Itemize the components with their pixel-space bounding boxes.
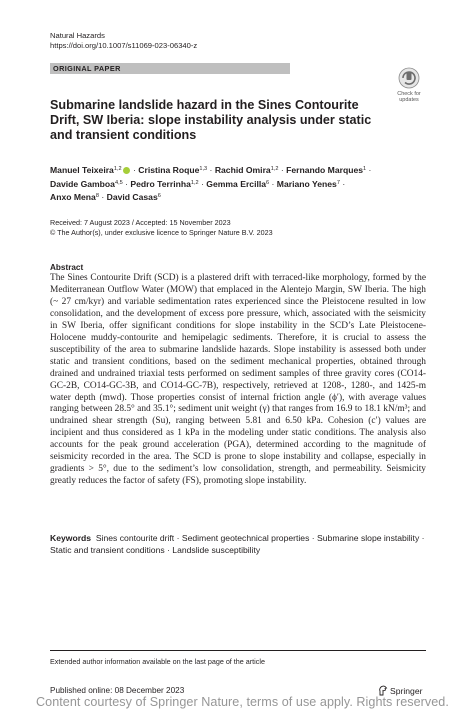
author-7[interactable]: Gemma Ercilla$^6$ (206, 178, 270, 189)
article-type-label: ORIGINAL PAPER (53, 64, 121, 73)
publisher-name: Springer (390, 686, 423, 696)
author-5[interactable]: Davide Gamboa$^{4,5}$ (50, 178, 123, 189)
copyright-notice: © The Author(s), under exclusive licence to Springer Nature B.V. 2023 (50, 228, 273, 237)
author-3[interactable]: Rachid Omira$^{1,2}$ (214, 165, 279, 175)
doi-link[interactable]: https://doi.org/10.1007/s11069-023-06340-z (50, 41, 198, 50)
orcid-icon[interactable] (123, 167, 130, 174)
footnote-divider (50, 650, 426, 651)
author-9[interactable]: Anxo Mena$^8$ (50, 192, 99, 202)
article-dates (50, 218, 430, 238)
keywords-text: Sines contourite drift · Sediment geotechnical properties · Submarine slope instability · Static and transient conditions · Landslide susceptibility (50, 533, 425, 555)
author-list: Manuel Teixeira$^{1,2}$ · Cristina Roque$^{1,3}$ · Rachid Omira$^{1,2}$ · Fernando Marques$^1$ · Davide Gamboa$^{4,5}$ · Pedro Terrinha$^{1,2}$ · Gemma Ercilla$^6$ · Mariano Yenes$^7$ · Anxo Mena$^8$ · David Casas$^6$ (50, 165, 372, 202)
keywords-label: Keywords (50, 533, 92, 543)
check-updates-line-1: Check for (397, 91, 421, 97)
journal-name: Natural Hazards (50, 31, 105, 40)
abstract-heading: Abstract (50, 263, 84, 272)
author-4[interactable]: Fernando Marques$^1$ (286, 165, 367, 175)
author-6[interactable]: Pedro Terrinha$^{1,2}$ (130, 178, 199, 189)
published-date: Published online: 08 December 2023 (50, 686, 185, 695)
check-updates-badge[interactable] (392, 67, 426, 103)
received-accepted: Received: 7 August 2023 / Accepted: 15 November 2023 (50, 218, 231, 227)
journal-header (50, 31, 197, 51)
extended-author-info: Extended author information available on the last page of the article (50, 657, 265, 666)
check-updates-line-2: updates (399, 97, 419, 103)
courtesy-watermark: Content courtesy of Springer Nature, terms of use apply. Rights reserved. (36, 695, 449, 709)
author-10[interactable]: David Casas$^6$ (106, 192, 161, 202)
author-8[interactable]: Mariano Yenes$^7$ (276, 178, 340, 189)
article-type-bar (50, 63, 290, 74)
check-updates-icon (392, 67, 426, 103)
keywords-block (50, 532, 426, 556)
article-title: Submarine landslide hazard in the Sines Contourite Drift, SW Iberia: slope instability analysis under static and transient conditions (50, 98, 372, 142)
abstract-text: The Sines Contourite Drift (SCD) is a plastered drift with terraced-like morphology, formed by the Mediterranean Outflow Water (MOW) that emplaced in the Alentejo Margin, SW Iberia. The high (~ 27 cm/kyr) and variable sedimentation rates experienced since the Pleistocene resulted in low consolidation, and the development of excess pore pressure, which, associated with the seismicity in SW Iberia, offer significant conditions for slope instability in the SCD’s Late Pleistocene-Holocene muddy-contourite and hemipelagic sediments. Therefore, it is crucial to assess the susceptibility of the area to submarine landslide hazards. Slope instability is assessed both under static and transient conditions, based on the sediment mechanical properties, obtained through drained and undrained triaxial tests performed on sediment samples of three gravity cores (CO14-GC-2B, CO14-GC-3B, and CO14-GC-7B), respectively, retrieved at 1208-, 1280-, and 1425-m water depth (mwd). Those properties consist of internal friction angle (ϕ′), with average values ranging between 28.5° and 35.1°; sediment unit weight (γ) that ranges from 16.9 to 18.1 kN/m³; and undrained shear strength (Su), ranging between 5.81 and 6.50 kPa. Cohesion (c′) values are incipient and thus considered as 1 kPa in the modeling under static conditions. The analysis also accounts for the peak ground acceleration (PGA), determined according to the magnitude of seismicity recorded in the area. The SCD is prone to slope instability and collapse, especially in gradients > 5°, due to the sediment’s low consolidation, strength, and permeability. Seismicity greatly reduces the factor of safety (FS), promoting slope instability. (50, 273, 426, 487)
author-1[interactable]: Manuel Teixeira$^{1,2}$ (50, 165, 122, 175)
author-2[interactable]: Cristina Roque$^{1,3}$ (138, 165, 208, 175)
